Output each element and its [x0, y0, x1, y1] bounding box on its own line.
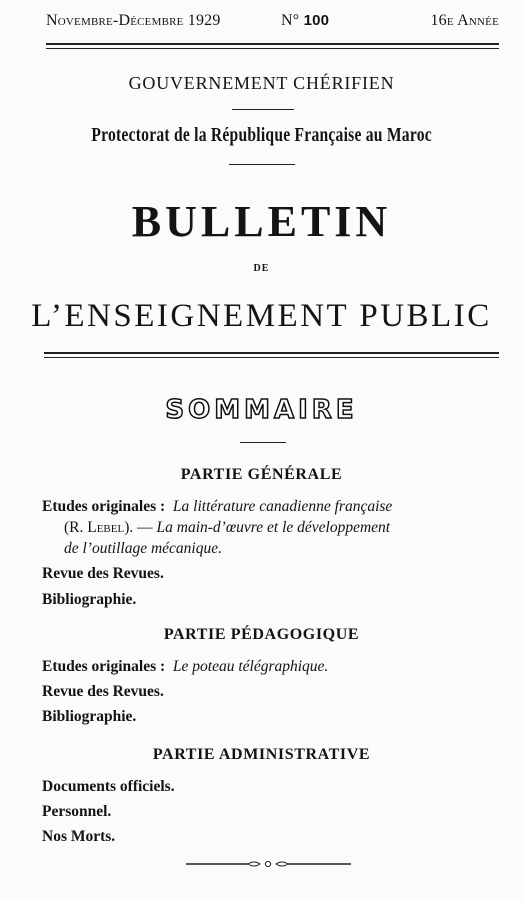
entry-label: Personnel. [42, 803, 112, 820]
list-item-revue-pedagogique [42, 681, 506, 702]
list-item-bibliographie-generale [42, 589, 506, 610]
list-item-etudes-generale [42, 496, 506, 559]
title-double-rule [44, 352, 499, 358]
ornament-divider-icon [186, 859, 351, 869]
sommaire-rule [240, 442, 286, 443]
list-item-nos-morts [42, 826, 506, 847]
author-paren-close: ). — [124, 519, 157, 536]
page-title: BULLETIN [131, 197, 392, 246]
entry-label: Etudes originales : [42, 498, 166, 515]
protectorat-rule [229, 164, 295, 165]
entry-text: Le poteau télégraphique. [172, 658, 329, 675]
page-subtitle: L’ENSEIGNEMENT PUBLIC [31, 298, 492, 334]
issue-header [46, 12, 499, 32]
section-heading-generale: PARTIE GÉNÉRALE [180, 466, 343, 483]
section-heading-administrative: PARTIE ADMINISTRATIVE [152, 746, 371, 763]
issue-year: 16e Année [430, 12, 499, 29]
issue-date: Novembre-Décembre 1929 [46, 12, 221, 29]
list-item-documents [42, 776, 506, 797]
entry-label: Revue des Revues. [42, 683, 164, 700]
author-paren-open: (R. [64, 519, 88, 536]
entry-text-2: La main-d’œuvre et le développement [156, 519, 391, 536]
issue-number-value: 100 [303, 12, 330, 29]
entry-label: Revue des Revues. [42, 565, 164, 582]
entry-label: Bibliographie. [42, 708, 137, 725]
list-item-bibliographie-pedagogique [42, 706, 506, 727]
entry-continuation [42, 517, 506, 538]
list-item-personnel [42, 801, 506, 822]
gov-rule [232, 109, 294, 110]
issue-number [281, 12, 329, 30]
government-line: GOUVERNEMENT CHÉRIFIEN [128, 73, 395, 93]
entry-text-3: de l’outillage mécanique. [64, 540, 222, 557]
entry-label: Etudes originales : [42, 658, 166, 675]
section-heading-pedagogique: PARTIE PÉDAGOGIQUE [163, 626, 360, 643]
title-de: DE [253, 263, 270, 274]
list-item-revue-generale [42, 563, 506, 584]
entry-label: Nos Morts. [42, 828, 116, 845]
entry-label: Bibliographie. [42, 591, 137, 608]
sommaire-heading: SOMMAIRE [165, 395, 358, 425]
author-name: Lebel [87, 519, 125, 536]
entry-label: Documents officiels. [42, 778, 175, 795]
entry-text: La littérature canadienne française [172, 498, 393, 515]
issue-number-prefix: N° [281, 12, 300, 29]
header-double-rule [46, 43, 499, 49]
protectorat-line: Protectorat de la République Française au Maroc [91, 124, 432, 146]
list-item-etudes-pedagogique [42, 656, 506, 677]
